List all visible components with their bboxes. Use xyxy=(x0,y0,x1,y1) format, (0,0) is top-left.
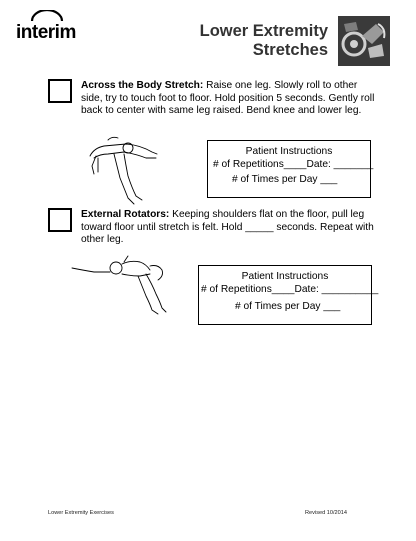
repetitions-date-row xyxy=(199,284,379,295)
instructions-heading: Patient Instructions xyxy=(245,146,333,157)
exercise-1-patient-instructions xyxy=(207,140,374,198)
date-label: Date: xyxy=(306,159,331,170)
times-per-day-label: # of Times per Day xyxy=(235,301,321,312)
exercise-2-description xyxy=(81,209,381,247)
interim-logo xyxy=(16,10,80,50)
footer-right: Revised 10/2014 xyxy=(305,510,347,516)
exercise-1-name: Across the Body Stretch: xyxy=(81,80,204,91)
times-per-day-blank[interactable]: ___ xyxy=(317,174,338,185)
instructions-heading: Patient Instructions xyxy=(241,271,329,282)
times-per-day-row xyxy=(208,174,370,185)
times-per-day-label: # of Times per Day xyxy=(232,174,318,185)
date-blank[interactable]: __________ xyxy=(318,284,379,295)
stretch-badge-icon xyxy=(338,16,390,66)
date-blank[interactable]: _______ xyxy=(330,159,374,170)
exercise-2-checkbox[interactable] xyxy=(48,208,72,232)
repetitions-blank[interactable]: ____ xyxy=(271,284,295,295)
page-title xyxy=(138,22,328,60)
logo-arc-icon xyxy=(30,10,64,22)
title-line-2: Stretches xyxy=(252,41,328,59)
across-body-stretch-illustration xyxy=(84,132,164,210)
repetitions-date-row xyxy=(208,159,374,170)
repetitions-blank[interactable]: ____ xyxy=(283,159,307,170)
footer-left: Lower Extremity Exercises xyxy=(48,510,114,516)
title-line-1: Lower Extremity xyxy=(199,22,328,40)
logo-text: interim xyxy=(16,22,76,43)
repetitions-label: # of Repetitions xyxy=(213,159,284,170)
external-rotators-illustration xyxy=(66,252,172,318)
exercise-2-name: External Rotators: xyxy=(81,209,170,220)
exercise-1-description xyxy=(81,80,381,118)
times-per-day-blank[interactable]: ___ xyxy=(320,301,341,312)
exercise-1-checkbox[interactable] xyxy=(48,79,72,103)
times-per-day-row xyxy=(199,301,371,312)
date-label: Date: xyxy=(294,284,319,295)
exercise-2-text: Keeping shoulders flat on the floor, pull leg toward floor until stretch is felt. Hold _____ seconds. Repeat with other leg. xyxy=(81,209,374,246)
exercise-1-text: Raise one leg. Slowly roll to other side, try to touch foot to floor. Hold position 5 seconds. Gently roll back to center with same leg raised. Bend knee and lower leg. xyxy=(81,80,375,117)
repetitions-label: # of Repetitions xyxy=(201,284,272,295)
exercise-2-patient-instructions xyxy=(198,265,379,325)
